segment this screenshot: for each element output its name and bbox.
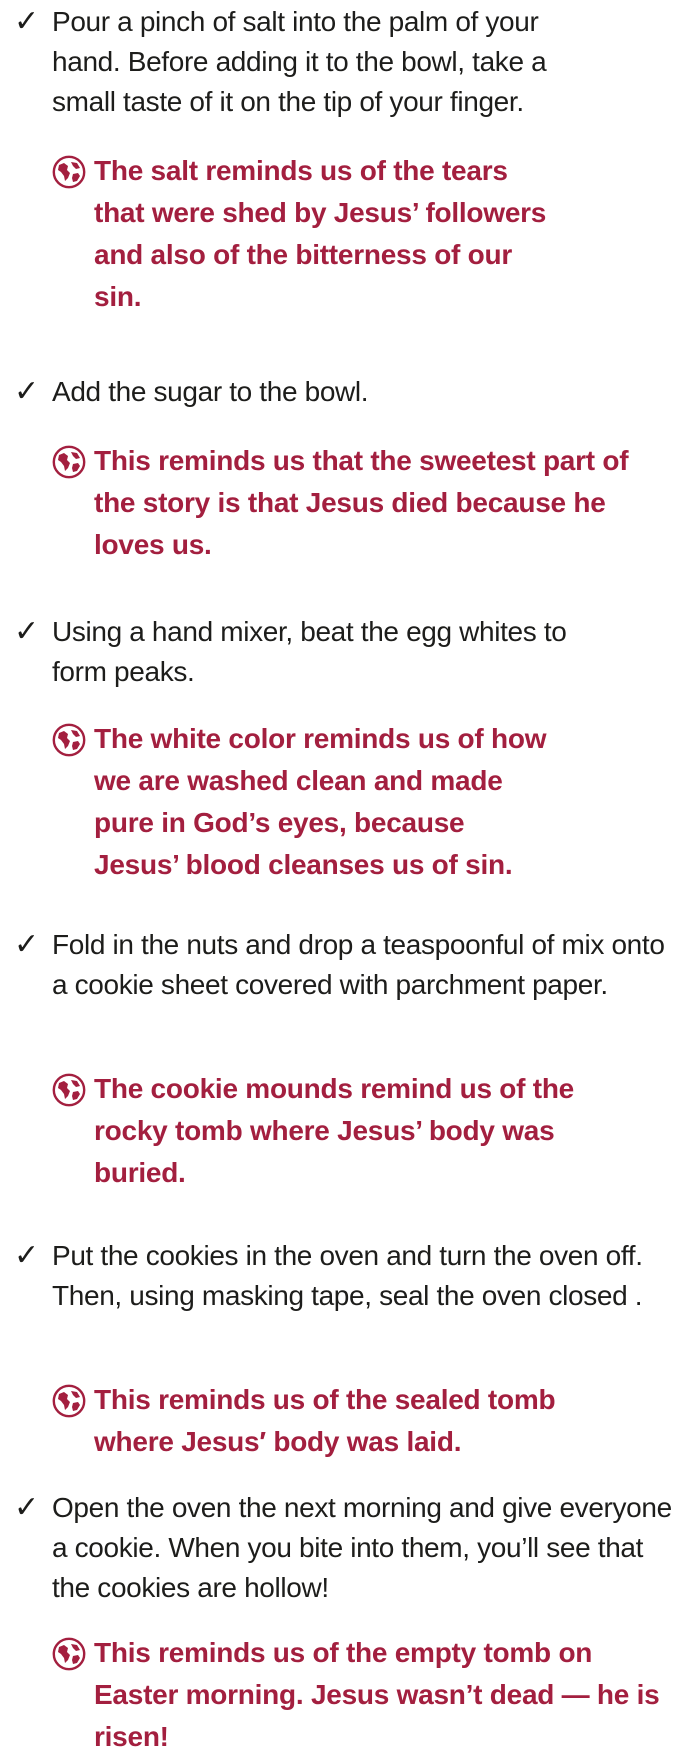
check-mark-icon: ✓ bbox=[14, 4, 40, 39]
step-meaning-text: This reminds us of the sealed tomb where Jesus′ body was laid. bbox=[94, 1384, 556, 1457]
check-mark-icon: ✓ bbox=[14, 614, 40, 649]
globe-icon bbox=[52, 723, 86, 757]
step-meaning-text: The cookie mounds remind us of the rocky tomb where Jesus’ body was buried. bbox=[94, 1073, 574, 1188]
globe-icon bbox=[52, 1384, 86, 1418]
step-meaning-text: This reminds us that the sweetest part of the story is that Jesus died because he loves us. bbox=[94, 445, 629, 560]
globe-icon bbox=[52, 1637, 86, 1671]
step-meaning-text: This reminds us of the empty tomb on Easter morning. Jesus wasn’t dead — he is risen! bbox=[94, 1637, 660, 1752]
check-mark-icon: ✓ bbox=[14, 1490, 40, 1525]
step-meaning-text: The white color reminds us of how we are washed clean and made pure in God’s eyes, because Jesus’ blood cleanses us of sin. bbox=[94, 723, 547, 880]
step-instruction: Open the oven the next morning and give everyone a cookie. When you bite into them, you’ll see that the cookies are hollow! bbox=[52, 1492, 672, 1603]
step-instruction: Using a hand mixer, beat the egg whites to form peaks. bbox=[52, 616, 567, 687]
step-instruction: Add the sugar to the bowl. bbox=[52, 376, 369, 407]
step-instruction: Fold in the nuts and drop a teaspoonful of mix onto a cookie sheet covered with parchment paper. bbox=[52, 929, 665, 1000]
globe-icon bbox=[52, 155, 86, 189]
step-meaning-text: The salt reminds us of the tears that were shed by Jesus’ followers and also of the bitterness of our sin. bbox=[94, 155, 547, 312]
check-mark-icon: ✓ bbox=[14, 374, 40, 409]
step-instruction: Put the cookies in the oven and turn the oven off. Then, using masking tape, seal the oven closed . bbox=[52, 1240, 643, 1311]
globe-icon bbox=[52, 445, 86, 479]
step-instruction: Pour a pinch of salt into the palm of your hand. Before adding it to the bowl, take a small taste of it on the tip of your finger. bbox=[52, 6, 547, 117]
check-mark-icon: ✓ bbox=[14, 927, 40, 962]
globe-icon bbox=[52, 1073, 86, 1107]
check-mark-icon: ✓ bbox=[14, 1238, 40, 1273]
